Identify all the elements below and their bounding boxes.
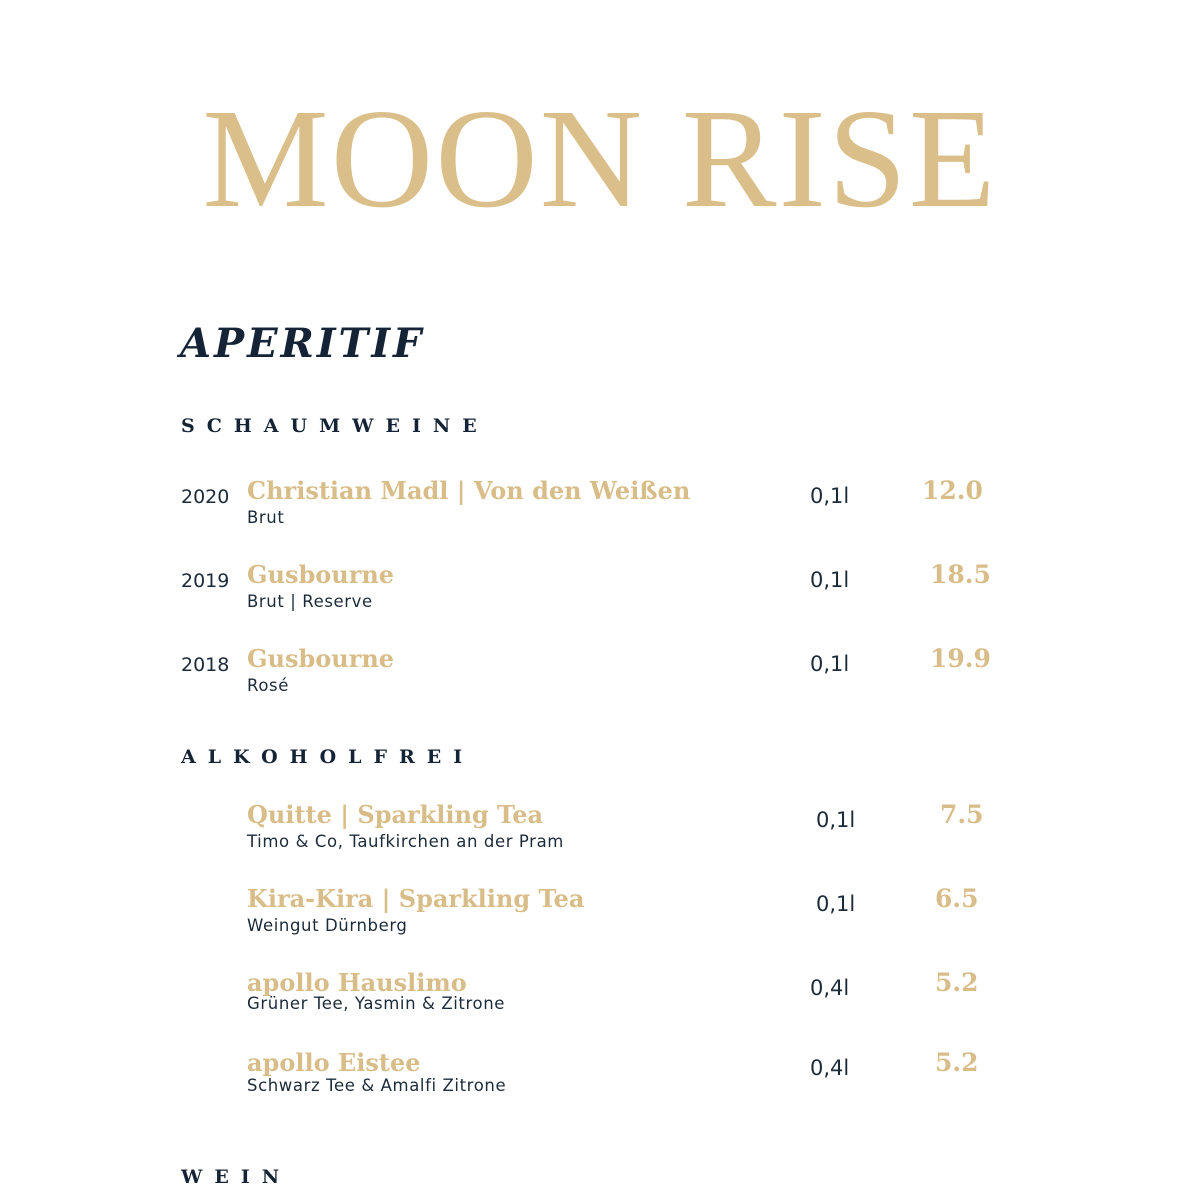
item-price: 18.5	[930, 560, 991, 589]
menu-item	[0, 644, 1200, 704]
item-volume: 0,4l	[810, 976, 850, 1000]
item-name: Gusbourne	[247, 560, 395, 589]
item-price: 12.0	[922, 476, 983, 505]
menu-item	[0, 968, 1200, 1028]
item-year: 2020	[181, 486, 230, 508]
item-description: Rosé	[247, 676, 289, 695]
item-name: Quitte | Sparkling Tea	[247, 800, 544, 829]
section-title-aperitif: APERITIF	[180, 320, 425, 367]
item-volume: 0,1l	[810, 652, 850, 676]
item-year: 2019	[181, 570, 230, 592]
item-description: Brut | Reserve	[247, 592, 373, 611]
item-description: Weingut Dürnberg	[247, 916, 408, 935]
item-description: Brut	[247, 508, 285, 527]
item-price: 5.2	[935, 968, 979, 997]
item-volume: 0,1l	[816, 892, 856, 916]
item-volume: 0,1l	[810, 484, 850, 508]
item-price: 7.5	[940, 800, 984, 829]
menu-item	[0, 476, 1200, 536]
item-price: 5.2	[935, 1048, 979, 1077]
item-volume: 0,1l	[810, 568, 850, 592]
category-heading-alkoholfrei: ALKOHOLFREI	[181, 746, 475, 768]
item-description: Schwarz Tee & Amalfi Zitrone	[247, 1076, 507, 1095]
item-name: Kira-Kira | Sparkling Tea	[247, 884, 585, 913]
item-volume: 0,4l	[810, 1056, 850, 1080]
category-heading-wein: WEIN	[181, 1166, 292, 1188]
item-name: Christian Madl | Von den Weißen	[247, 476, 691, 505]
menu-item	[0, 884, 1200, 944]
item-price: 6.5	[935, 884, 979, 913]
item-price: 19.9	[930, 644, 991, 673]
item-description: Grüner Tee, Yasmin & Zitrone	[247, 994, 505, 1013]
item-name: apollo Eistee	[247, 1048, 421, 1077]
item-volume: 0,1l	[816, 808, 856, 832]
menu-item	[0, 800, 1200, 860]
brand-logo: MOON RISE	[202, 79, 998, 237]
item-name: apollo Hauslimo	[247, 968, 467, 997]
item-description: Timo & Co, Taufkirchen an der Pram	[247, 832, 564, 851]
menu-item	[0, 1048, 1200, 1108]
menu-item	[0, 560, 1200, 620]
category-heading-schaumweine: SCHAUMWEINE	[181, 415, 489, 437]
item-name: Gusbourne	[247, 644, 395, 673]
item-year: 2018	[181, 654, 230, 676]
